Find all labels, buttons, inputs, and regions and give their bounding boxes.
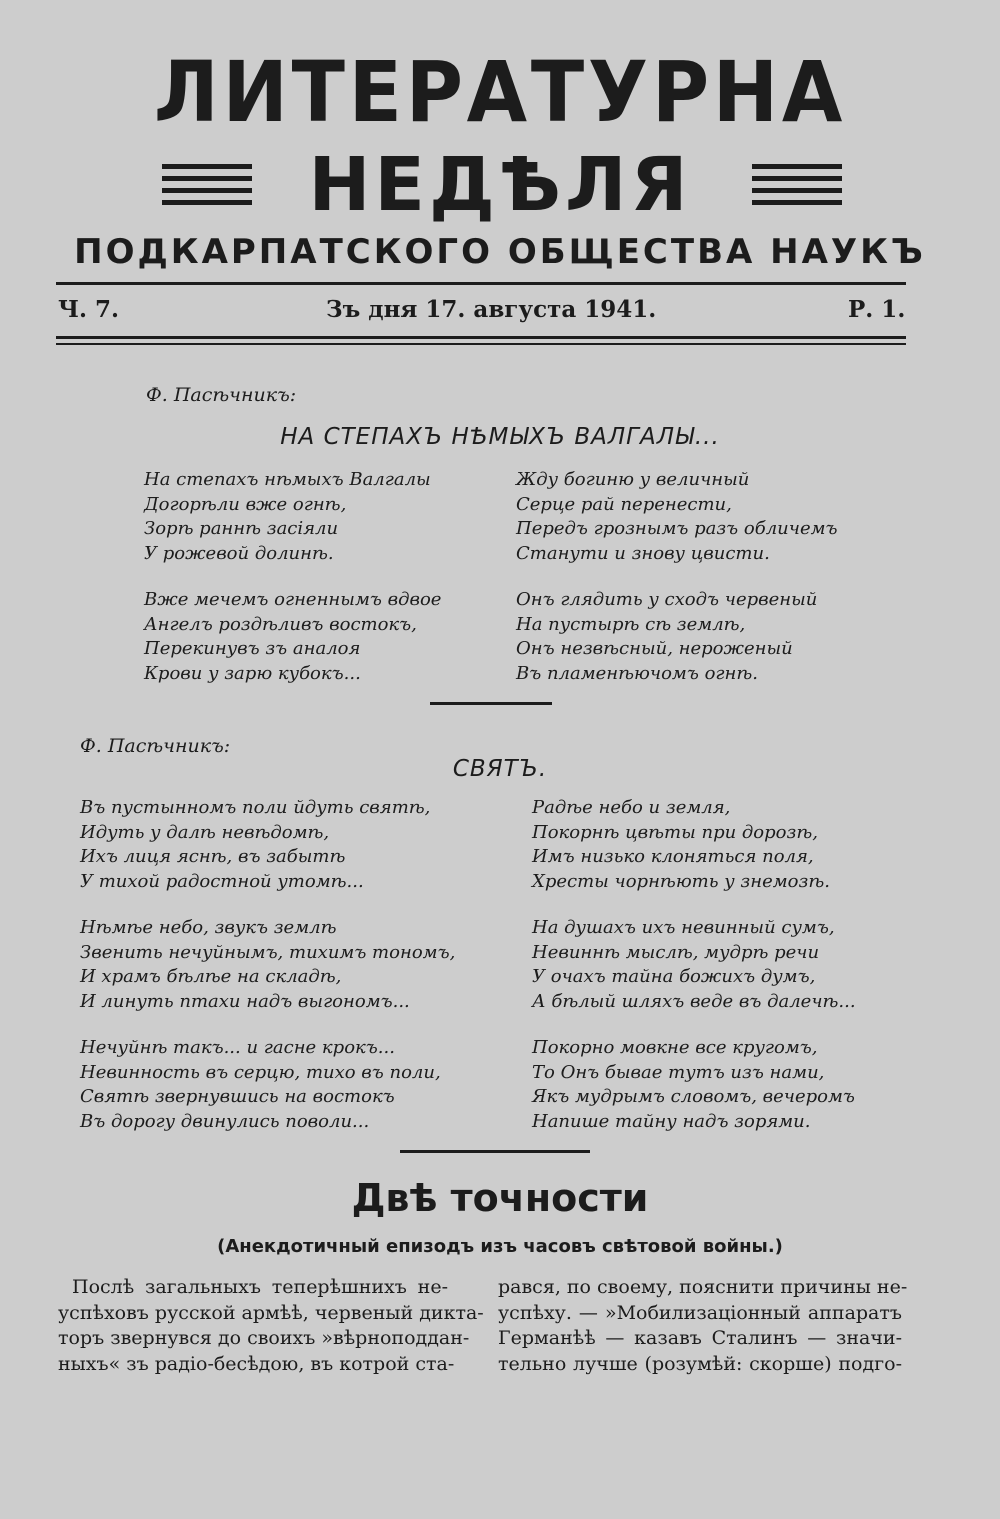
header-double-rule-bottom	[56, 343, 906, 345]
article-title: Двѣ точности	[351, 1176, 649, 1220]
paragraph-line: Германѣѣ — казавъ Сталинъ — значи-	[498, 1327, 902, 1349]
stanza	[516, 468, 838, 566]
verse-line: Зорѣ раннѣ засіяли	[144, 518, 339, 539]
verse-line: Якъ мудрымъ словомъ, вечеромъ	[532, 1086, 855, 1107]
stanza	[532, 1036, 856, 1134]
article-separator	[400, 1150, 590, 1153]
verse-line: Идуть у далѣ невѣдомѣ,	[80, 821, 330, 843]
verse-line: А бѣлый шляхъ веде въ далечѣ...	[532, 990, 856, 1012]
stanza	[532, 796, 856, 894]
poem2-author: Ф. Пасѣчникъ:	[80, 735, 231, 757]
verse-line: Нѣмѣе небо, звукъ землѣ	[80, 917, 337, 938]
verse-line: Невинность въ серцю, тихо въ поли,	[80, 1061, 441, 1083]
verse-line: У рожевой долинѣ.	[144, 542, 334, 564]
verse-line: Жду богиню у величный	[516, 469, 750, 490]
stanza	[144, 468, 441, 566]
stanza	[532, 916, 856, 1014]
poem2-title: СВЯТЪ.	[452, 756, 548, 782]
verse-line: Невиннѣ мыслѣ, мудрѣ речи	[532, 941, 820, 963]
poem-separator	[430, 702, 552, 705]
poem2-left-column	[80, 796, 455, 1134]
verse-line: Перекинувъ зъ аналоя	[144, 638, 361, 659]
verse-line: Напише тайну надъ зорями.	[532, 1110, 811, 1132]
verse-line: Ихъ лиця яснѣ, въ забытѣ	[80, 846, 346, 867]
poem1-right-column	[516, 468, 838, 686]
verse-line: Въ пустынномъ поли йдуть святѣ,	[80, 797, 431, 818]
paragraph-line: успѣху. — »Мобилизаціонный аппаратъ	[498, 1301, 902, 1324]
paragraph-line: успѣховъ русской армѣѣ, червеный диктa-	[58, 1301, 484, 1324]
verse-line: Въ дорогу двинулись поволи...	[80, 1110, 370, 1132]
verse-line: И линуть птахи надъ выгономъ...	[80, 990, 410, 1012]
verse-line: Ангелъ роздѣливъ востокъ,	[144, 613, 417, 635]
masthead-rule	[56, 282, 906, 285]
paragraph-line: ныхъ« зъ радіо-бесѣдою, въ котрой ста-	[58, 1352, 455, 1375]
verse-line: У тихой радостной утомѣ...	[80, 870, 364, 892]
verse-line: Покорнѣ цвѣты при дорозѣ,	[532, 821, 818, 843]
verse-line: Радѣе небо и земля,	[532, 797, 731, 818]
verse-line: Святѣ звернувшись на востокъ	[80, 1086, 395, 1107]
verse-line: На степахъ нѣмыхъ Валгалы	[144, 469, 431, 490]
masthead-subtitle: ПОДКАРПАТСКОГО ОБЩЕСТВА НАУКЪ	[74, 232, 926, 272]
verse-line: Звенить нечуйнымъ, тихимъ тономъ,	[80, 941, 456, 963]
stanza	[80, 1036, 455, 1134]
masthead-title-line1: ЛИТЕРАТУРНА	[153, 43, 847, 141]
issue-number: Ч. 7.	[58, 296, 120, 323]
paragraph-line: тельно лучше (розумѣй: скорше) подго-	[498, 1352, 902, 1375]
poem1-left-column	[144, 468, 441, 686]
masthead-right-dashes	[752, 164, 842, 212]
verse-line: Онъ глядить у сходъ червеный	[516, 589, 818, 610]
verse-line: Нечуйнѣ такъ... и гасне крокъ...	[80, 1037, 395, 1058]
verse-line: Хресты чорнѣють у знемозѣ.	[532, 870, 830, 892]
verse-line: Имъ низько клоняться поля,	[532, 846, 814, 867]
verse-line: Передъ грознымъ разъ обличемъ	[516, 518, 838, 539]
paragraph-line: торъ звернувся до своихъ »вѣрноподдан-	[58, 1327, 470, 1349]
poem1-title: НА СТЕПАХЪ НѢМЫХЪ ВАЛГАЛЫ...	[280, 424, 720, 450]
paragraph-line: Послѣ загальныхъ теперѣшнихъ не-	[72, 1276, 448, 1298]
verse-line: И храмъ бѣлѣе на складѣ,	[80, 966, 342, 987]
poem1-author: Ф. Пасѣчникъ:	[146, 384, 297, 406]
verse-line: Онъ незвѣсный, нероженый	[516, 638, 793, 659]
verse-line: На душахъ ихъ невинный сумъ,	[532, 917, 835, 938]
verse-line: Серце рай перенести,	[516, 493, 732, 515]
verse-line: На пустырѣ сѣ землѣ,	[516, 613, 746, 635]
masthead-title-line2: НЕДѢЛЯ	[308, 142, 692, 228]
paragraph-line: рався, по своему, пояснити причины не-	[498, 1276, 908, 1298]
verse-line: Вже мечемъ огненнымъ вдвое	[144, 589, 442, 610]
verse-line: То Онъ бывае тутъ изъ нами,	[532, 1061, 825, 1083]
stanza	[80, 916, 455, 1014]
verse-line: Въ пламенѣючомъ огнѣ.	[516, 662, 758, 684]
verse-line: Крови у зарю кубокъ...	[144, 662, 361, 684]
verse-line: Станути и знову цвисти.	[516, 542, 770, 564]
verse-line: У очахъ тайна божихъ думъ,	[532, 966, 816, 987]
poem2-right-column	[532, 796, 856, 1134]
verse-line: Покорно мовкне все кругомъ,	[532, 1037, 818, 1058]
issue-date: Зъ дня 17. августа 1941.	[326, 296, 657, 323]
verse-line: Догорѣли вже огнѣ,	[144, 493, 347, 515]
article-left-column	[58, 1275, 484, 1377]
article-right-column	[498, 1275, 908, 1377]
header-double-rule-top	[56, 336, 906, 339]
stanza	[144, 588, 441, 686]
issue-year: Р. 1.	[848, 296, 906, 323]
stanza	[516, 588, 838, 686]
stanza	[80, 796, 455, 894]
article-subtitle: (Анекдотичный епизодъ изъ часовъ свѣтовой войны.)	[217, 1236, 783, 1257]
